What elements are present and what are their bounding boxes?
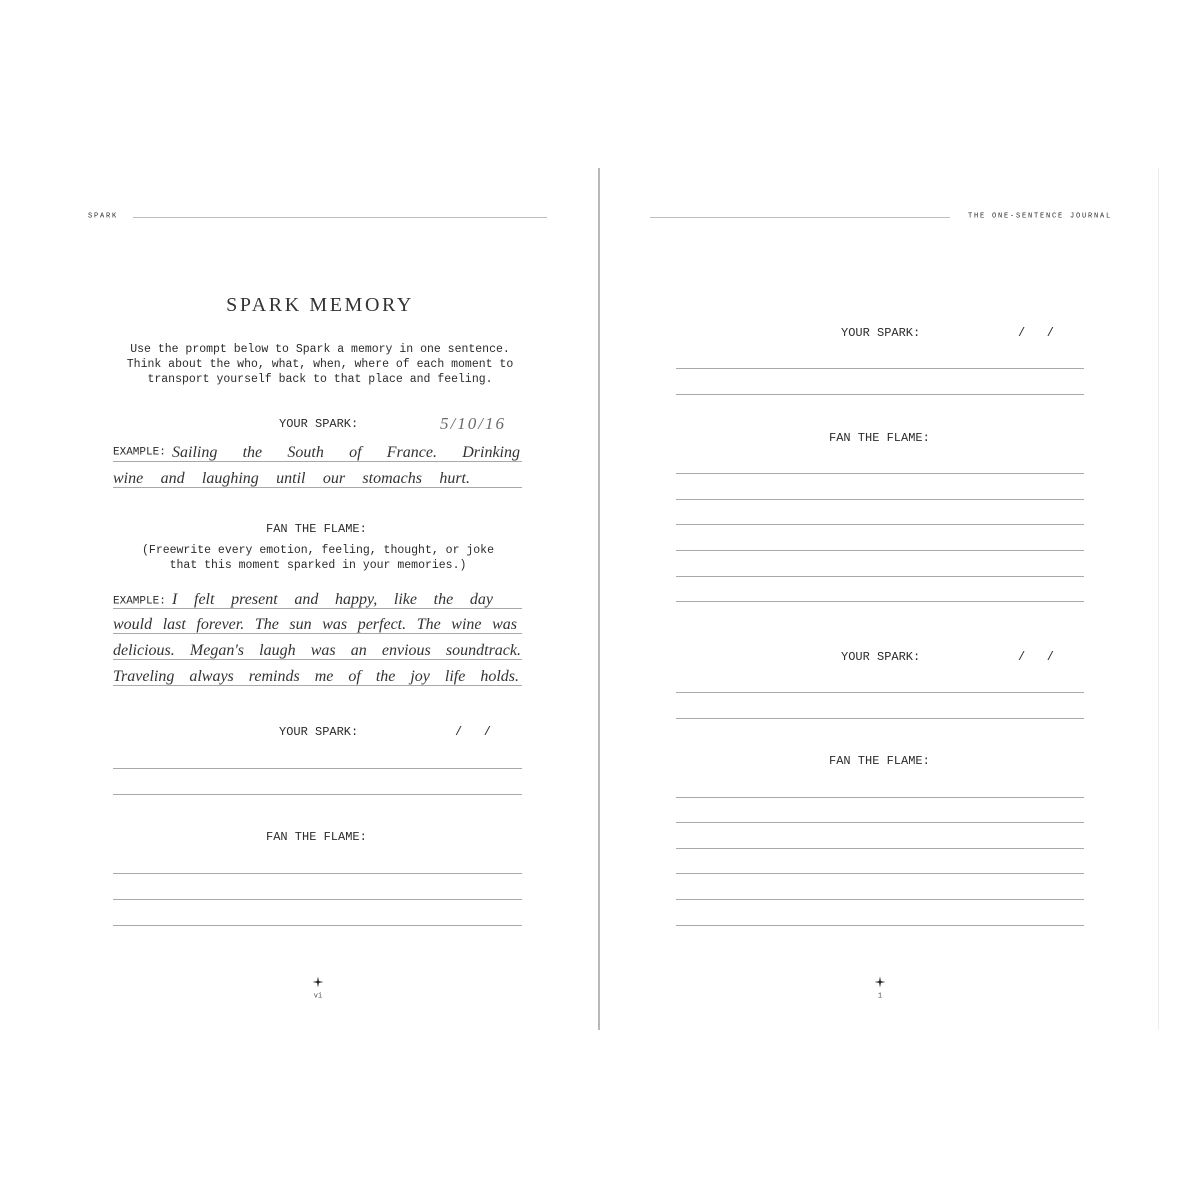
date-placeholder: / / [1018, 650, 1055, 664]
writing-line [676, 718, 1084, 719]
writing-line [113, 608, 522, 609]
star-ornament-icon [313, 977, 324, 988]
your-spark-label: YOUR SPARK: [279, 417, 359, 431]
right-page-edge [1158, 168, 1159, 1030]
writing-line [676, 692, 1084, 693]
writing-line [676, 524, 1084, 525]
handwritten-example-line: Sailing the South of France. Drinking [172, 444, 520, 461]
handwritten-example-line: would last forever. The sun was perfect. The wine was [113, 616, 517, 633]
fan-the-flame-label: FAN THE FLAME: [829, 754, 930, 768]
writing-line [676, 848, 1084, 849]
handwritten-date: 5/10/16 [440, 414, 506, 433]
star-ornament-icon [875, 977, 886, 988]
handwritten-example-line: Traveling always reminds me of the joy life holds. [113, 668, 519, 685]
writing-line [676, 925, 1084, 926]
right-header-rule [650, 217, 950, 218]
right-running-header: THE ONE-SENTENCE JOURNAL [968, 212, 1113, 221]
writing-line [113, 633, 522, 634]
left-header-rule [133, 217, 547, 218]
writing-line [113, 794, 522, 795]
writing-line [676, 368, 1084, 369]
writing-line [113, 487, 522, 488]
writing-line [676, 797, 1084, 798]
writing-line [113, 685, 522, 686]
page-number: 1 [877, 992, 883, 1001]
fan-the-flame-label: FAN THE FLAME: [266, 522, 367, 536]
writing-line [113, 768, 522, 769]
writing-line [113, 873, 522, 874]
writing-line [676, 473, 1084, 474]
writing-line [676, 576, 1084, 577]
date-placeholder: / / [1018, 326, 1055, 340]
your-spark-label: YOUR SPARK: [279, 725, 359, 739]
writing-line [676, 601, 1084, 602]
writing-line [676, 822, 1084, 823]
writing-line [676, 499, 1084, 500]
writing-line [676, 873, 1084, 874]
instruction-line: Use the prompt below to Spark a memory in one sentence. [130, 343, 510, 356]
handwritten-example-line: wine and laughing until our stomachs hurt. [113, 470, 470, 487]
fan-the-flame-label: FAN THE FLAME: [829, 431, 930, 445]
date-placeholder: / / [455, 725, 492, 739]
writing-line [676, 394, 1084, 395]
example-label: EXAMPLE: [113, 595, 166, 608]
left-running-header: SPARK [88, 212, 119, 221]
freewrite-instruction-line: (Freewrite every emotion, feeling, thought, or joke [142, 544, 494, 557]
freewrite-instruction-line: that this moment sparked in your memories.) [169, 559, 467, 572]
handwritten-example-line: delicious. Megan's laugh was an envious soundtrack. [113, 642, 521, 659]
writing-line [676, 899, 1084, 900]
handwritten-example-line: I felt present and happy, like the day [172, 591, 493, 608]
page-number: vi [313, 992, 323, 1001]
center-gutter-divider [598, 168, 600, 1030]
writing-line [676, 550, 1084, 551]
writing-line [113, 461, 522, 462]
page-title: SPARK MEMORY [226, 294, 414, 316]
writing-line [113, 925, 522, 926]
example-label: EXAMPLE: [113, 446, 166, 459]
writing-line [113, 899, 522, 900]
your-spark-label: YOUR SPARK: [841, 650, 921, 664]
instruction-line: transport yourself back to that place and feeling. [147, 373, 493, 386]
instruction-line: Think about the who, what, when, where of each moment to [126, 358, 514, 371]
writing-line [113, 659, 522, 660]
your-spark-label: YOUR SPARK: [841, 326, 921, 340]
fan-the-flame-label: FAN THE FLAME: [266, 830, 367, 844]
